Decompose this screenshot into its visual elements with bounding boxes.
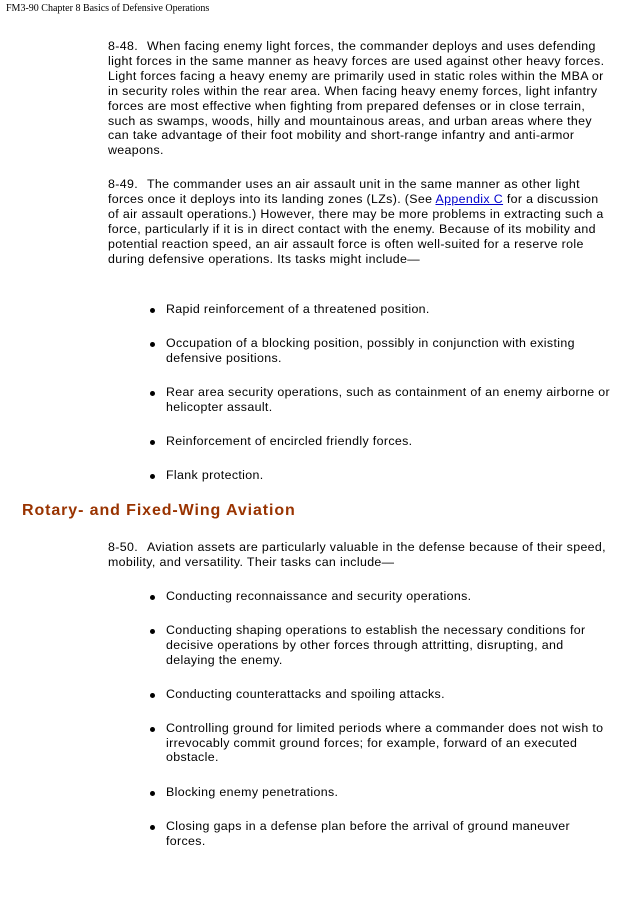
- list-item-text: Reinforcement of encircled friendly forces.: [166, 434, 413, 449]
- list-item-text: Blocking enemy penetrations.: [166, 784, 339, 799]
- list-item-text: Rear area security operations, such as containment of an enemy airborne or helicopter assault.: [166, 385, 610, 414]
- list-item-text: Conducting reconnaissance and security operations.: [166, 589, 472, 603]
- list-item: [148, 302, 610, 317]
- list-item: [148, 819, 610, 848]
- paragraph-8-48: [108, 39, 608, 158]
- bullet-icon: [150, 693, 155, 698]
- bullet-icon: [150, 791, 155, 796]
- paragraph-number: 8-49.: [108, 177, 138, 191]
- bullet-icon: [150, 727, 155, 732]
- paragraph-text: The commander uses an air assault unit in the same manner as other light forces once it deploys into its landing zones (LZs). (See: [108, 177, 580, 206]
- list-item-text: Flank protection.: [166, 468, 264, 483]
- bullet-icon: [150, 595, 155, 600]
- bullet-icon: [150, 391, 155, 396]
- paragraph-text: Aviation assets are particularly valuable in the defense because of their speed, mobility, and versatility. Their tasks can include—: [108, 540, 606, 569]
- list-item: [148, 434, 610, 449]
- paragraph-8-49: [108, 177, 608, 266]
- paragraph-text: When facing enemy light forces, the commander deploys and uses defending light forces in the same manner as heavy forces are used against other heavy forces. Light forces facing a heavy enemy are primarily used in static roles within the MBA or in security roles within the rear area. When facing heavy enemy forces, light infantry forces are most effective when fighting from prepared defenses or in close terrain, such as swamps, woods, hilly and mountainous areas, and urban areas where they can take advantage of their foot mobility and short-range infantry and anti-armor weapons.: [108, 39, 605, 158]
- paragraph-number: 8-48.: [108, 39, 138, 53]
- aviation-task-list: [148, 589, 610, 868]
- paragraph-number: 8-50.: [108, 540, 138, 554]
- air-assault-task-list: [148, 302, 610, 502]
- list-item: [148, 589, 610, 604]
- section-heading: Rotary- and Fixed-Wing Aviation: [22, 502, 296, 519]
- bullet-icon: [150, 342, 155, 347]
- bullet-icon: [150, 308, 155, 313]
- list-item: [148, 623, 610, 667]
- bullet-icon: [150, 629, 155, 634]
- list-item-text: Rapid reinforcement of a threatened position.: [166, 302, 430, 316]
- appendix-c-link[interactable]: Appendix C: [435, 191, 504, 206]
- list-item-text: Closing gaps in a defense plan before the arrival of ground maneuver forces.: [166, 818, 571, 848]
- list-item-text: Controlling ground for limited periods where a commander does not wish to irrevocably commit ground forces; for example, forward of an executed obstacle.: [166, 721, 604, 765]
- list-item-text: Conducting counterattacks and spoiling attacks.: [166, 686, 445, 701]
- bullet-icon: [150, 825, 155, 830]
- list-item-text: Conducting shaping operations to establish the necessary conditions for decisive operations by other forces through attritting, disrupting, and delaying the enemy.: [166, 623, 586, 667]
- running-header: FM3-90 Chapter 8 Basics of Defensive Operations: [6, 3, 210, 14]
- list-item: [148, 785, 610, 800]
- bullet-icon: [150, 474, 155, 479]
- list-item: [148, 468, 610, 483]
- list-item: [148, 687, 610, 702]
- list-item: [148, 336, 610, 365]
- list-item: [148, 721, 610, 765]
- paragraph-text: for a discussion of air assault operations.) However, there may be more problems in extracting such a force, particularly if it is in direct contact with the enemy. Because of its mobility and potential reaction speed, an air assault force is often well-suited for a reserve role during defensive operations. Its tasks might include—: [108, 191, 604, 266]
- list-item: [148, 385, 610, 414]
- paragraph-8-50: [108, 540, 608, 570]
- bullet-icon: [150, 440, 155, 445]
- list-item-text: Occupation of a blocking position, possibly in conjunction with existing defensive positions.: [166, 336, 575, 365]
